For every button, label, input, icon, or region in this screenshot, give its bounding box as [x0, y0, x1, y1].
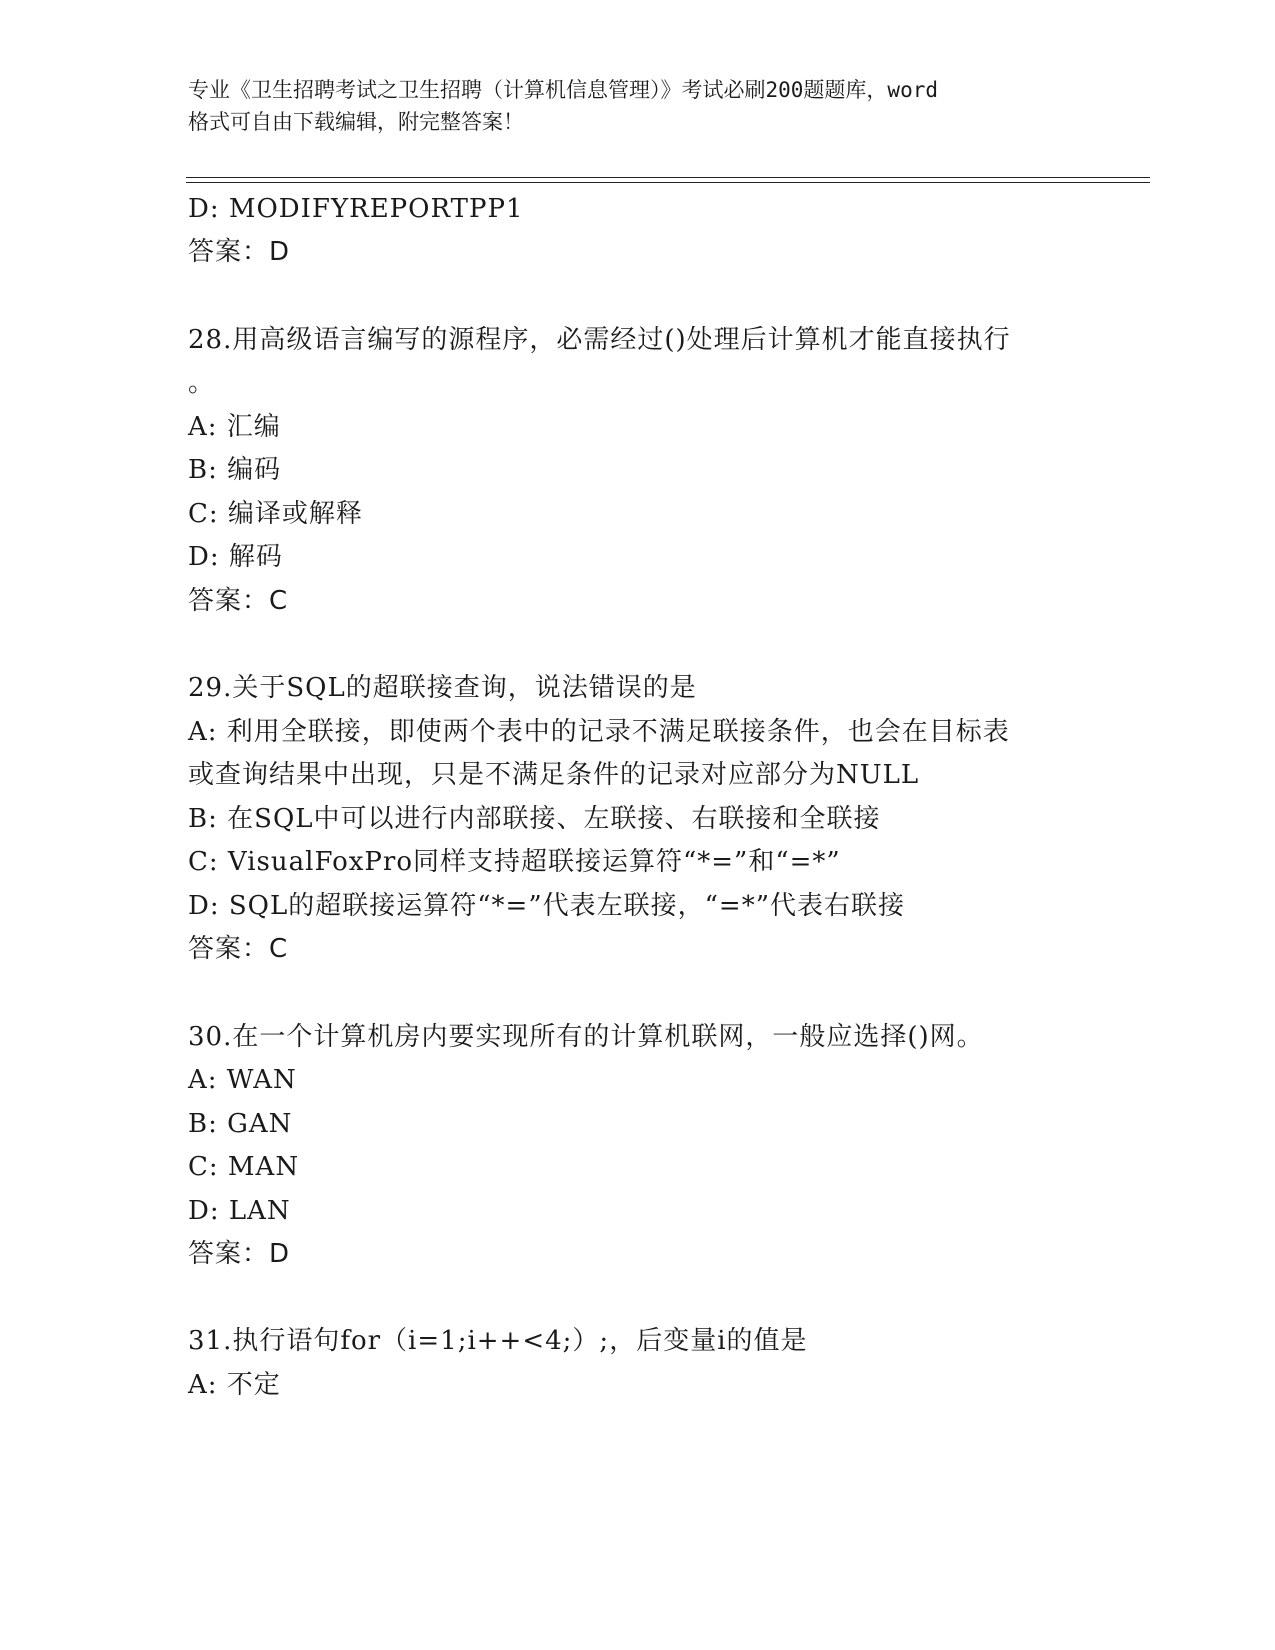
q29-option-a-line-1: A: 利用全联接，即使两个表中的记录不满足联接条件，也会在目标表: [188, 717, 1010, 747]
q28-answer: 答案：C: [188, 586, 289, 616]
q27-option-d: D: MODIFYREPORTPP1: [188, 194, 524, 224]
q29-question: 29.关于SQL的超联接查询，说法错误的是: [188, 673, 697, 703]
q30-question: 30.在一个计算机房内要实现所有的计算机联网，一般应选择()网。: [188, 1022, 984, 1052]
header-line-2: 格式可自由下载编辑，附完整答案！: [188, 110, 524, 134]
q29-answer: 答案：C: [188, 934, 289, 964]
q30-option-b: B: GAN: [188, 1109, 293, 1139]
q29-option-a-line-2: 或查询结果中出现，只是不满足条件的记录对应部分为NULL: [188, 760, 920, 790]
q29-option-d: D: SQL的超联接运算符“*=”代表左联接，“=*”代表右联接: [188, 891, 906, 921]
q31-option-a: A: 不定: [188, 1370, 281, 1400]
q30-option-d: D: LAN: [188, 1196, 291, 1226]
q30-option-a: A: WAN: [188, 1065, 297, 1095]
q28-question-line-2: 。: [188, 368, 216, 398]
q28-option-d: D: 解码: [188, 542, 283, 572]
q30-answer: 答案：D: [188, 1239, 291, 1269]
header-divider-bottom: [186, 182, 1150, 183]
q28-option-c: C: 编译或解释: [188, 499, 363, 529]
document-header: [188, 74, 1088, 138]
q28-option-a: A: 汇编: [188, 412, 281, 442]
header-divider-top: [186, 177, 1150, 178]
q29-option-c: C: VisualFoxPro同样支持超联接运算符“*=”和“=*”: [188, 847, 841, 877]
q28-question-line-1: 28.用高级语言编写的源程序，必需经过()处理后计算机才能直接执行: [188, 325, 1011, 355]
q29-option-b: B: 在SQL中可以进行内部联接、左联接、右联接和全联接: [188, 804, 881, 834]
header-line-1: 专业《卫生招聘考试之卫生招聘（计算机信息管理）》考试必刷200题题库，word: [188, 78, 938, 102]
q27-answer: 答案：D: [188, 237, 291, 267]
q31-question: 31.执行语句for（i=1;i++<4;）;，后变量i的值是: [188, 1326, 808, 1356]
q28-option-b: B: 编码: [188, 455, 282, 485]
q30-option-c: C: MAN: [188, 1152, 300, 1182]
